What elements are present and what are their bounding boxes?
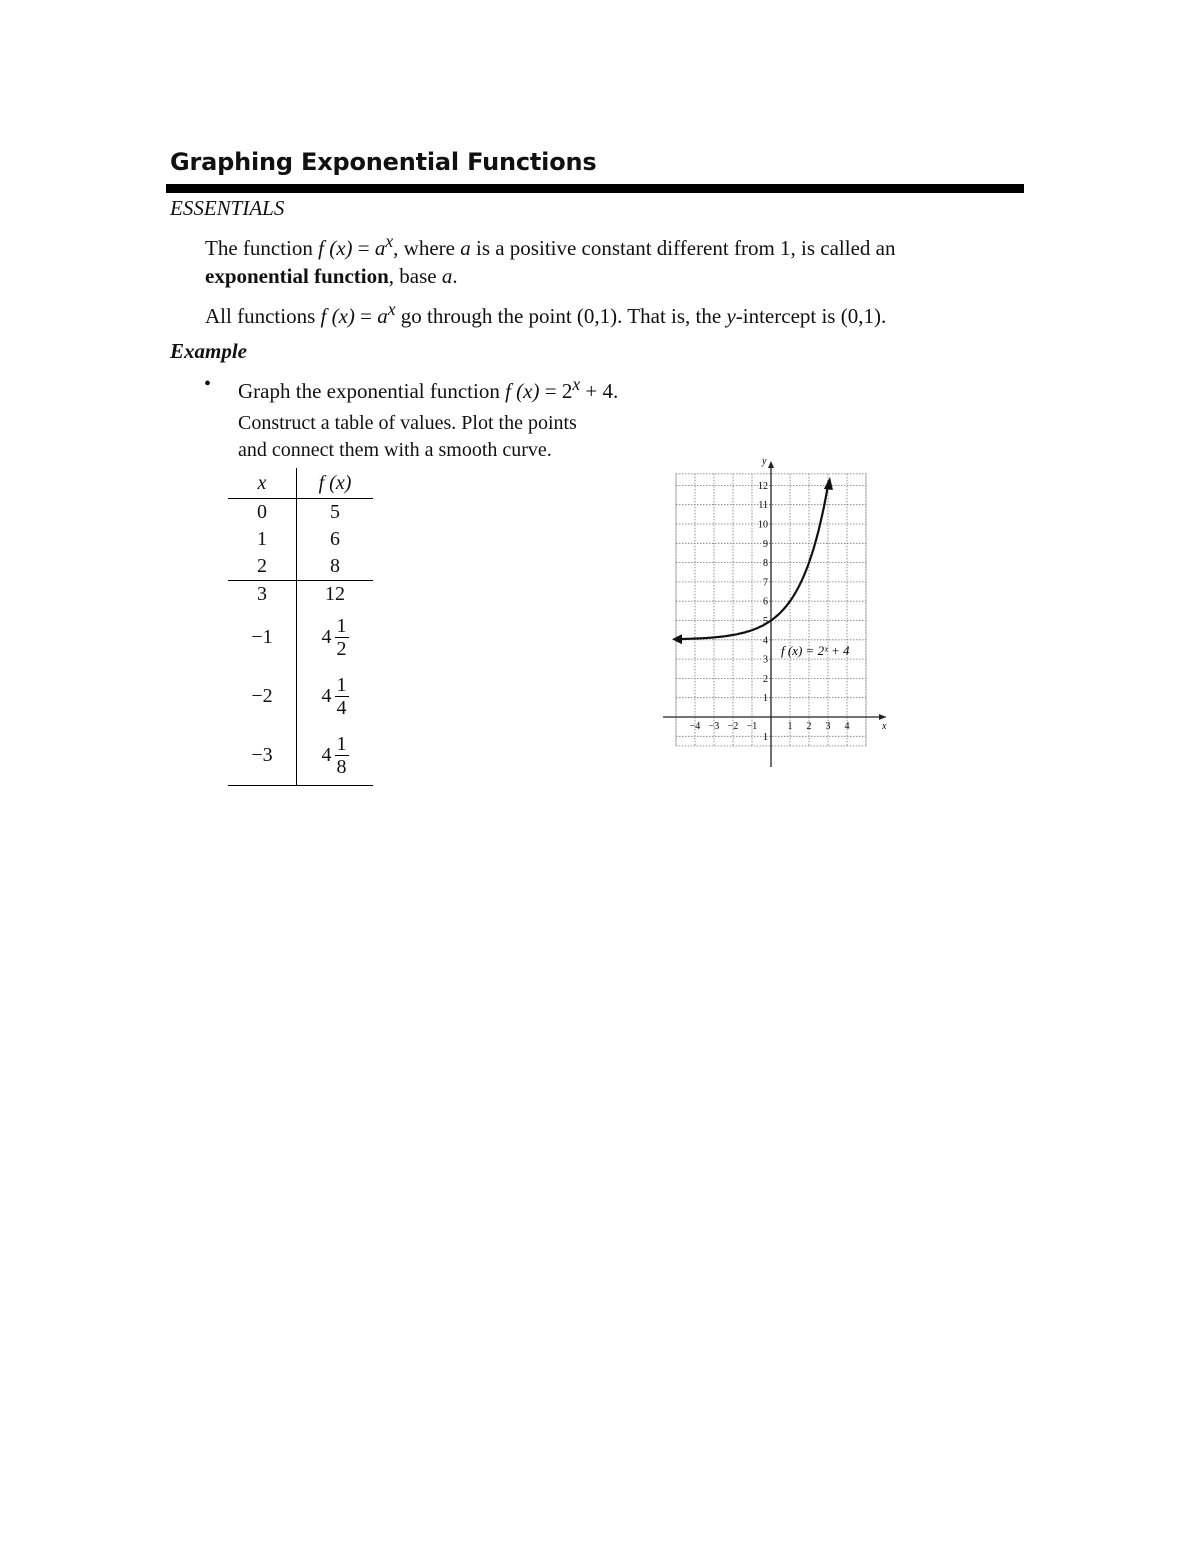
cell-x: 3 <box>228 581 297 609</box>
y-tick-label: 9 <box>763 538 768 550</box>
essentials-definition-line-2: exponential function, base a. <box>205 264 458 288</box>
title-rule <box>166 184 1024 193</box>
table-header-row <box>228 468 373 499</box>
essentials-intercept-line: All functions f $(x) = a^x$ go through the point (0,1). That is, the y-intercept is (0,1). <box>205 299 887 328</box>
x-axis-arrow-icon <box>879 714 886 720</box>
table-row <box>228 581 373 609</box>
table-row <box>228 499 373 527</box>
function-label: f (x) = 2ˣ + 4 <box>781 643 850 658</box>
cell-x: 2 <box>228 553 297 581</box>
x-tick-label: −3 <box>708 721 720 732</box>
cell-x: 0 <box>228 499 297 527</box>
y-tick-label: 4 <box>763 635 768 647</box>
example-heading: Example <box>170 339 247 363</box>
y-tick-label: 10 <box>758 519 768 531</box>
x-tick-label: 4 <box>844 721 850 732</box>
curve-left-arrow-icon <box>672 634 682 644</box>
y-tick-label: 8 <box>763 558 768 570</box>
table-row <box>228 553 373 581</box>
instruction-line-2: and connect them with a smooth curve. <box>238 439 552 461</box>
page-title: Graphing Exponential Functions <box>170 148 597 176</box>
x-tick-label: 2 <box>806 721 812 732</box>
y-tick-label: 5 <box>763 616 768 627</box>
y-tick-label: 2 <box>763 673 768 685</box>
x-tick-label: 1 <box>787 721 793 732</box>
cell-fx-mixed: 4 $\frac{1}{4}$ <box>321 674 347 719</box>
table-row <box>228 526 373 553</box>
x-tick-label: −2 <box>727 721 739 732</box>
cell-fx: 12 <box>325 583 345 605</box>
exponential-graph <box>660 455 900 775</box>
cell-fx-mixed: 4 $\frac{1}{2}$ <box>321 615 347 660</box>
y-axis-arrow-icon <box>768 461 774 468</box>
cell-x: −3 <box>228 726 297 786</box>
example-task: Graph the exponential function f $(x) = 2^x + 4$. <box>238 374 619 403</box>
cell-fx: 8 <box>297 553 374 581</box>
cell-x: −2 <box>228 667 297 726</box>
cell-fx-mixed: 4 $\frac{1}{8}$ <box>297 726 374 786</box>
header-fx: f (x) <box>297 468 374 499</box>
y-tick-label: 1 <box>763 693 768 705</box>
x-axis-label: x <box>882 721 887 732</box>
essentials-definition-line: The function f $(x) = a^x$, where a is a positive constant different from 1, is called an <box>205 231 896 260</box>
y-tick-label: 7 <box>763 577 768 589</box>
instruction-line-1: Construct a table of values. Plot the points <box>238 412 577 434</box>
cell-x: −1 <box>228 608 297 667</box>
y-tick-label: 12 <box>758 480 768 492</box>
table-row <box>228 608 373 667</box>
bullet-icon: • <box>204 373 212 395</box>
table-row <box>228 667 373 726</box>
cell-fx: 5 <box>330 501 340 523</box>
x-tick-label: −1 <box>746 721 758 732</box>
table-row <box>228 726 373 786</box>
essentials-heading: ESSENTIALS <box>170 196 285 220</box>
y-tick-label: 6 <box>763 596 768 608</box>
y-tick-label: 3 <box>763 654 768 666</box>
curve-right-arrow-icon <box>824 477 833 490</box>
y-tick-label-negative: 1 <box>763 731 768 743</box>
y-axis-label: y <box>762 456 767 467</box>
x-tick-label: 3 <box>825 721 831 732</box>
y-tick-label: 11 <box>758 500 768 512</box>
cell-x: 1 <box>228 526 297 553</box>
curve-line <box>676 480 829 639</box>
header-x: x <box>228 468 297 499</box>
values-table <box>228 468 373 786</box>
cell-fx: 6 <box>330 528 340 550</box>
x-tick-label: −4 <box>689 721 701 732</box>
